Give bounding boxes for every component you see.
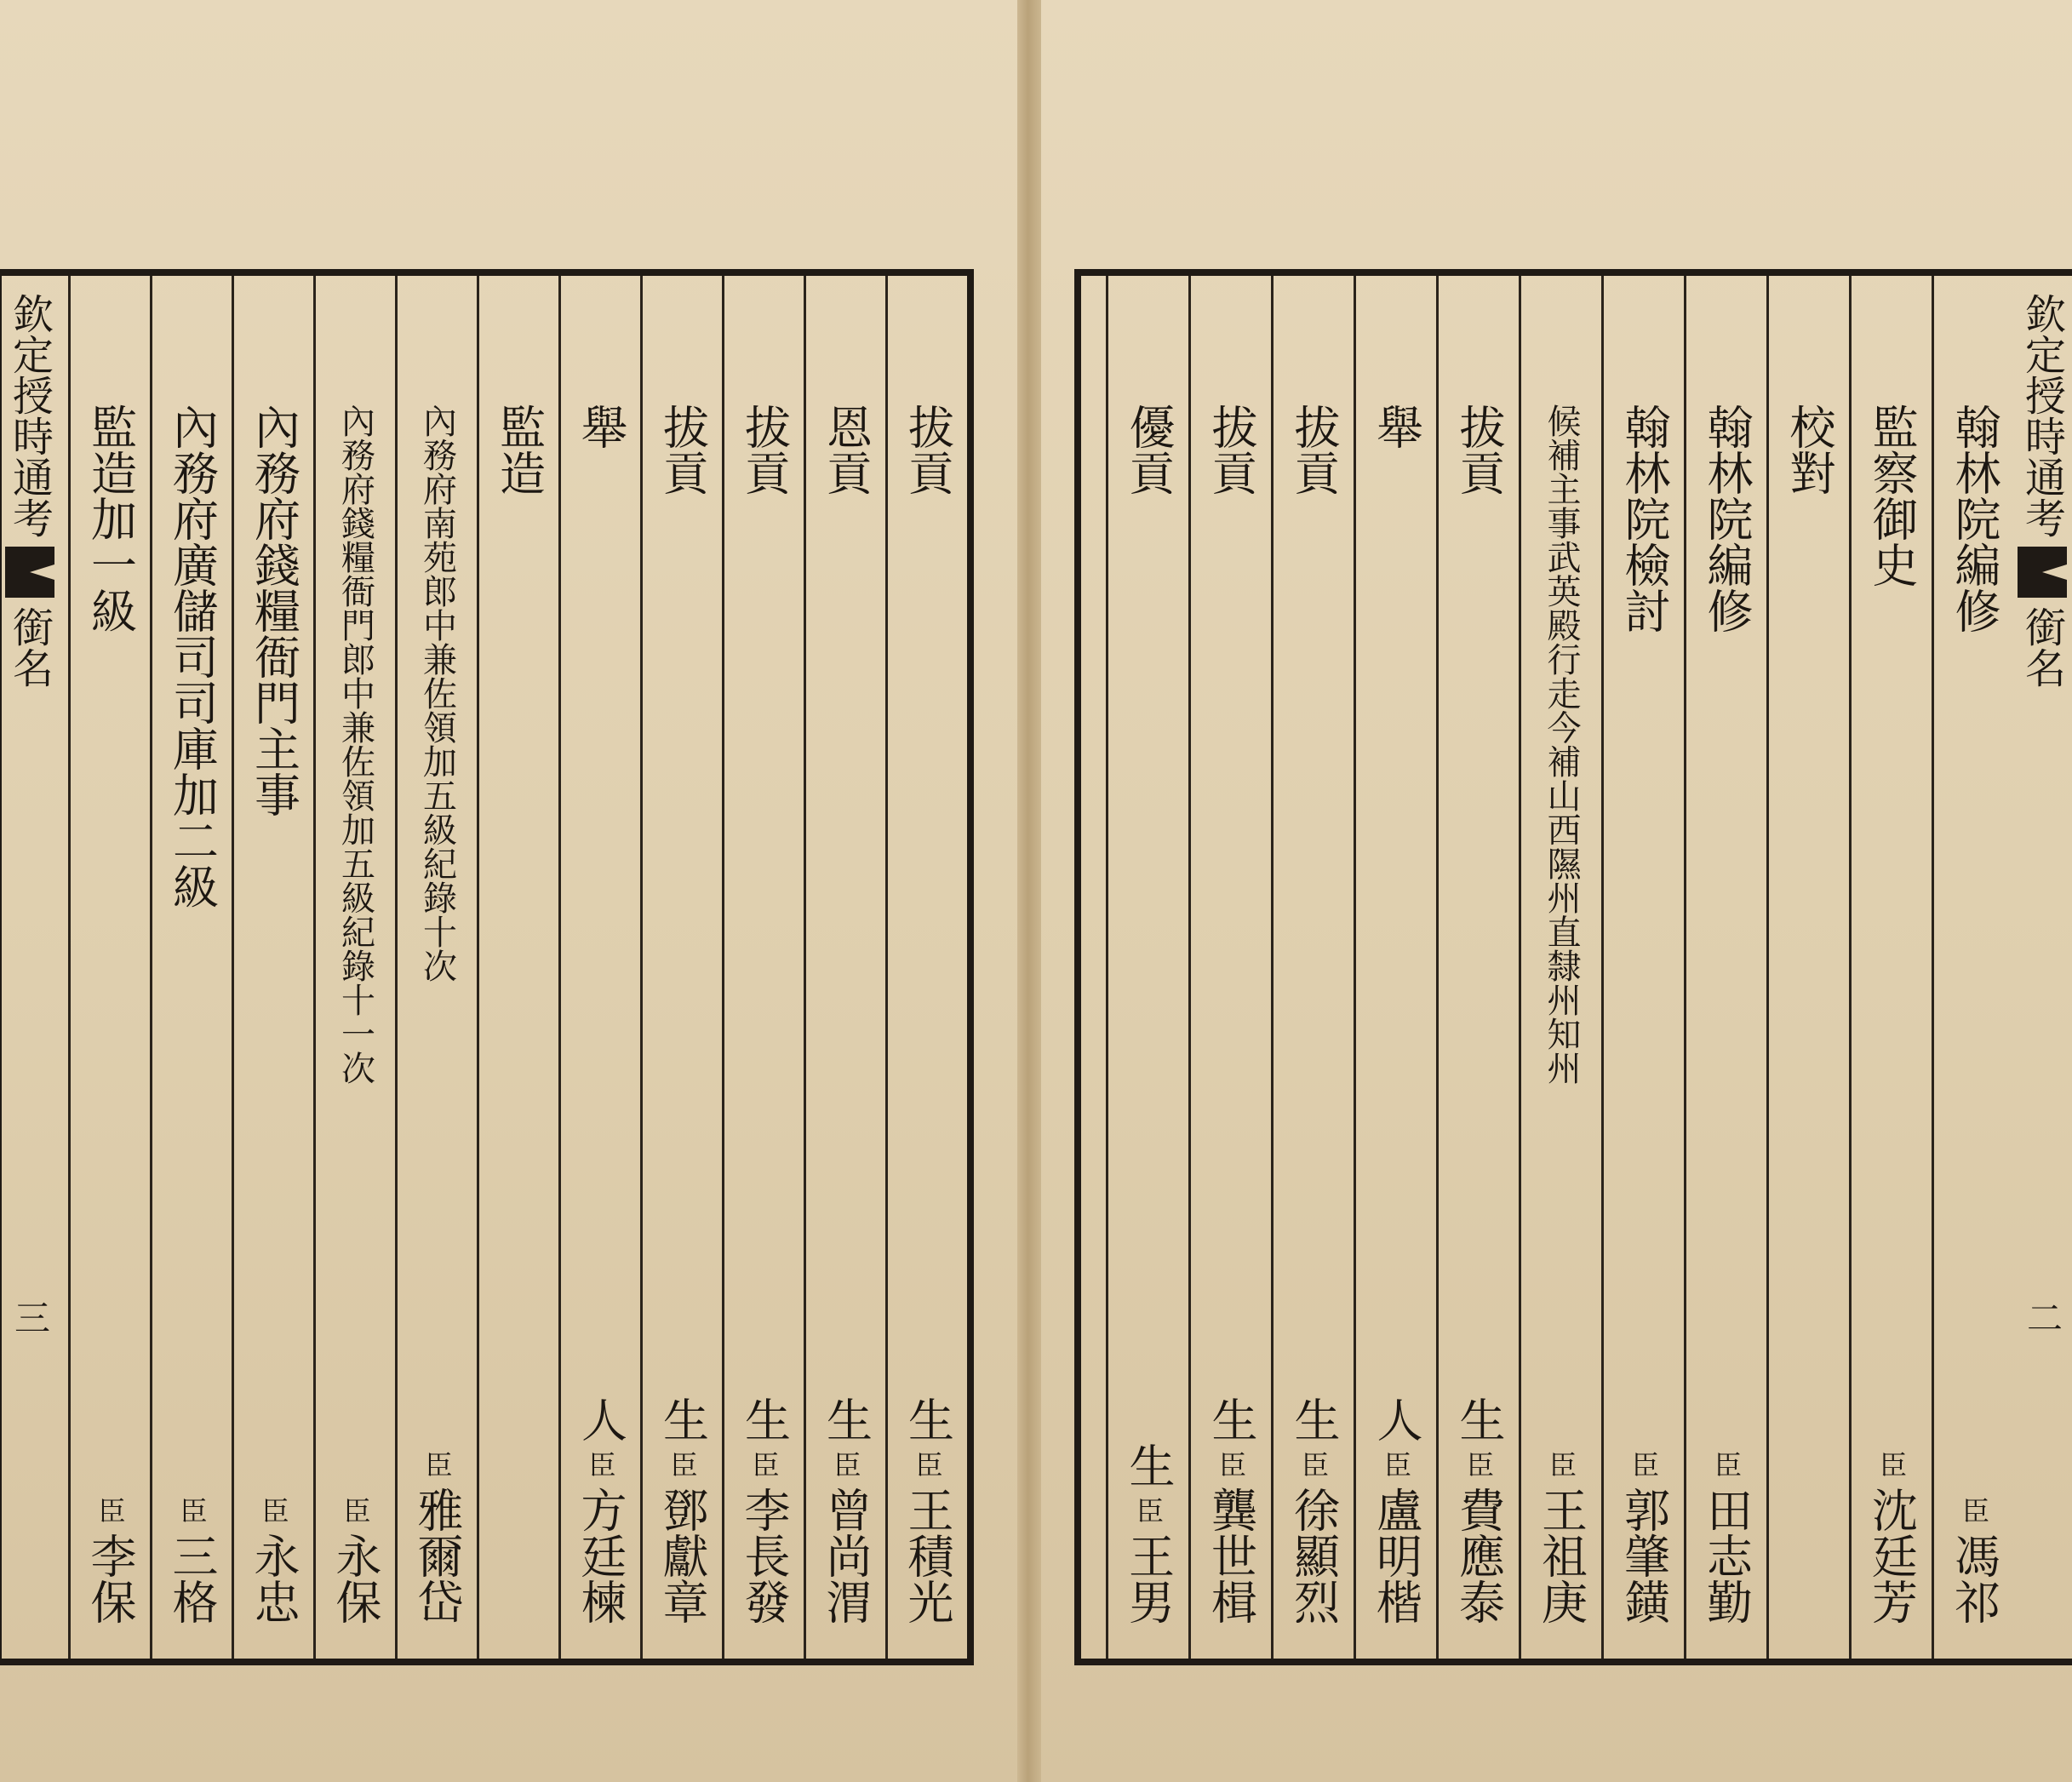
right-page-column: [1188, 276, 1271, 1659]
left-page-column: [640, 276, 722, 1659]
book-gutter: [1017, 0, 1041, 1782]
official-name: 龔世楫: [1204, 1487, 1258, 1624]
right-page-column: [1436, 276, 1519, 1659]
official-name: 王男: [1121, 1533, 1176, 1624]
rank-suffix-text: 生: [655, 1396, 710, 1442]
official-name: 王祖庚: [1534, 1487, 1588, 1624]
rank-suffix-text: 人: [1370, 1396, 1423, 1442]
subject-marker-text: 臣: [829, 1451, 862, 1478]
subject-marker-text: 臣: [94, 1497, 127, 1524]
subject-marker-text: 臣: [1628, 1451, 1660, 1478]
fishtail-mark: [2018, 547, 2067, 598]
title-text: 內務府南苑郎中兼佐領加五級紀錄十次: [417, 404, 457, 983]
subject-marker-text: 臣: [1958, 1497, 1990, 1524]
rank-suffix-text: 人: [574, 1396, 628, 1442]
official-name: 永保: [329, 1533, 382, 1624]
title-text: 拔: [737, 404, 792, 450]
left-page-column: [804, 276, 885, 1659]
rank-text: 貢: [1287, 450, 1341, 496]
right-page-column: [1271, 276, 1354, 1659]
title-text: 監察御史: [1865, 404, 1919, 587]
subject-marker-text: 臣: [666, 1451, 699, 1478]
official-name: 曾尚渭: [819, 1487, 873, 1624]
rank-suffix-text: 生: [1452, 1396, 1506, 1442]
title-text: 監造加一級: [83, 404, 138, 633]
subject-marker-text: 臣: [1215, 1451, 1247, 1478]
left-margin-title: 欽定授時通考: [5, 293, 54, 538]
left-page-column: [150, 276, 232, 1659]
rank-suffix-text: 生: [819, 1396, 873, 1442]
official-name: 雅爾岱: [410, 1487, 464, 1624]
rank-suffix-text: 生: [1287, 1396, 1341, 1442]
right-page-column: [1932, 276, 2014, 1659]
title-text: 恩: [819, 404, 873, 450]
title-text: 舉: [1370, 404, 1423, 450]
official-name: 三格: [165, 1533, 219, 1624]
right-margin-section: 銜名: [2018, 606, 2066, 688]
right-margin-page-number: 二: [2022, 1299, 2063, 1335]
rank-suffix-text: 生: [901, 1396, 955, 1442]
rank-text: 貢: [819, 450, 873, 496]
title-text: 校對: [1783, 404, 1836, 496]
rank-suffix-text: 生: [1205, 1396, 1258, 1442]
title-text: 拔: [1452, 404, 1506, 450]
rank-text: 貢: [655, 450, 710, 496]
subject-marker-text: 臣: [1380, 1451, 1412, 1478]
right-page-column: [1354, 276, 1436, 1659]
left-page-margin: [5, 276, 54, 1659]
rank-suffix-text: 生: [737, 1396, 792, 1442]
title-text: 翰林院檢討: [1617, 404, 1671, 633]
official-name: 沈廷芳: [1864, 1487, 1919, 1624]
left-page-column: [558, 276, 640, 1659]
left-page-column: [722, 276, 804, 1659]
left-margin-page-number: 三: [9, 1299, 51, 1335]
right-page-margin: [2018, 276, 2067, 1659]
left-page-column: [313, 276, 395, 1659]
title-text: 內務府錢糧衙門郎中兼佐領加五級紀錄十一次: [335, 404, 375, 1085]
title-text: 舉: [574, 404, 628, 450]
rank-text: 貢: [1205, 450, 1258, 496]
subject-marker-text: 臣: [175, 1497, 209, 1524]
right-page-column: [1766, 276, 1849, 1659]
left-page-column: [885, 276, 967, 1659]
rank-text: 貢: [737, 450, 792, 496]
title-text: 翰林院編修: [1700, 404, 1754, 633]
right-page-column: [1106, 276, 1188, 1659]
title-text: 候補主事武英殿行走今補山西隰州直隸州知州: [1542, 404, 1581, 1085]
title-text: 翰林院編修: [1948, 404, 2001, 633]
right-page-column: [1849, 276, 1932, 1659]
subject-marker-text: 臣: [257, 1497, 290, 1524]
left-margin-section: 銜名: [5, 606, 54, 688]
rank-text: 貢: [1452, 450, 1506, 496]
rank-text: 貢: [901, 450, 955, 496]
official-name: 李長發: [737, 1487, 791, 1624]
left-page-column: [232, 276, 313, 1659]
subject-marker-text: 臣: [1710, 1451, 1743, 1478]
title-text: 拔: [655, 404, 710, 450]
subject-marker-text: 臣: [339, 1497, 372, 1524]
title-text: 監造: [492, 404, 547, 496]
official-name: 方廷楝: [574, 1487, 627, 1624]
right-page-column: [1519, 276, 1601, 1659]
title-text: 拔: [1287, 404, 1341, 450]
official-name: 郭肇鐄: [1617, 1487, 1671, 1624]
subject-marker-text: 臣: [1545, 1451, 1577, 1478]
left-page-column: [477, 276, 558, 1659]
subject-marker-text: 臣: [1462, 1451, 1495, 1478]
official-name: 永忠: [247, 1533, 300, 1624]
title-text: 拔: [901, 404, 955, 450]
official-name: 徐顯烈: [1286, 1487, 1341, 1624]
title-text: 內務府錢糧衙門主事: [247, 404, 301, 817]
title-text: 優: [1122, 404, 1176, 450]
official-name: 費應泰: [1451, 1487, 1506, 1624]
official-name: 盧明楷: [1369, 1487, 1423, 1624]
subject-marker-text: 臣: [584, 1451, 617, 1478]
title-text: 拔: [1205, 404, 1258, 450]
official-name: 鄧獻章: [655, 1487, 709, 1624]
subject-marker-text: 臣: [911, 1451, 944, 1478]
fishtail-mark: [5, 547, 54, 598]
subject-marker-text: 臣: [1297, 1451, 1330, 1478]
official-name: 馮祁: [1947, 1533, 2001, 1624]
rank-text: 貢: [1122, 450, 1176, 496]
right-page-column: [1684, 276, 1766, 1659]
official-name: 田志勤: [1699, 1487, 1754, 1624]
left-page-column: [395, 276, 477, 1659]
left-page-column: [68, 276, 150, 1659]
subject-marker-text: 臣: [421, 1451, 454, 1478]
subject-marker-text: 臣: [747, 1451, 781, 1478]
official-name: 李保: [83, 1533, 137, 1624]
title-text: 內務府廣儲司司庫加二級: [165, 404, 220, 909]
subject-marker-text: 臣: [1132, 1497, 1165, 1524]
official-name: 王積光: [901, 1487, 954, 1624]
right-margin-title: 欽定授時通考: [2018, 293, 2066, 538]
right-page-column: [1601, 276, 1684, 1659]
rank-suffix-text: 生: [1122, 1442, 1176, 1488]
subject-marker-text: 臣: [1875, 1451, 1908, 1478]
